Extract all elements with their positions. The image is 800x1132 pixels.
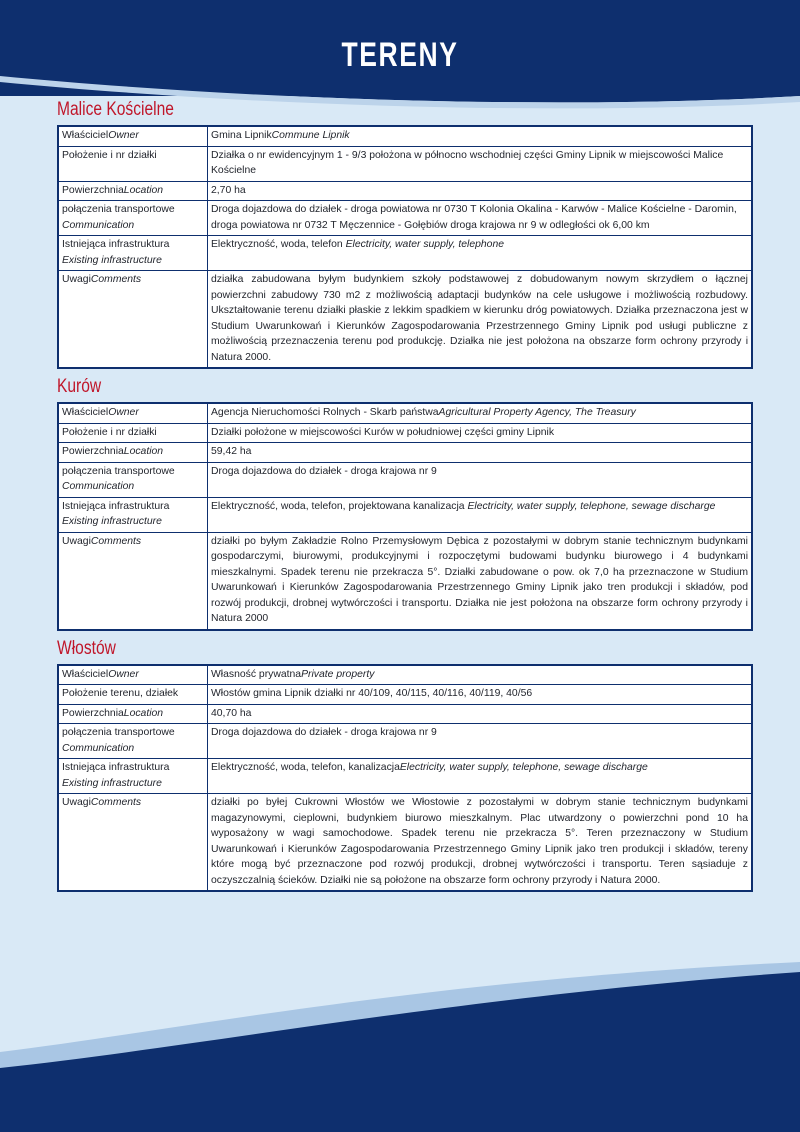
property-table <box>57 402 753 631</box>
table-row <box>58 201 752 236</box>
table-row <box>58 271 752 369</box>
table-row <box>58 704 752 724</box>
row-label: połączenia transportowe Communication <box>58 462 208 497</box>
row-label: PowierzchniaLocation <box>58 704 208 724</box>
table-row <box>58 794 752 892</box>
row-value: Działki położone w miejscowości Kurów w południowej części gminy Lipnik <box>208 423 753 443</box>
row-label: Istniejąca infrastruktura Existing infrastructure <box>58 236 208 271</box>
table-row <box>58 443 752 463</box>
row-label: połączenia transportowe Communication <box>58 201 208 236</box>
row-value: 2,70 ha <box>208 181 753 201</box>
section-title: Malice Kościelne <box>57 99 174 120</box>
row-label: PowierzchniaLocation <box>58 443 208 463</box>
table-row <box>58 532 752 630</box>
row-label: Położenie i nr działki <box>58 146 208 181</box>
footer-wave <box>0 960 800 1132</box>
row-value: Działka o nr ewidencyjnym 1 - 9/3 położona w północno wschodniej części Gminy Lipnik w miejscowości Malice Kościelne <box>208 146 753 181</box>
table-row <box>58 423 752 443</box>
row-label: połączenia transportowe Communication <box>58 724 208 759</box>
row-label: UwagiComments <box>58 532 208 630</box>
table-row <box>58 146 752 181</box>
row-value: Droga dojazdowa do działek - droga krajowa nr 9 <box>208 724 753 759</box>
row-label: Położenie terenu, działek <box>58 685 208 705</box>
row-value: Droga dojazdowa do działek - droga powiatowa nr 0730 T Kolonia Okalina - Karwów - Malice Kościelne - Daromin, droga powiatowa nr 0732 T Męczennice - Gołębiów droga krajowa nr 9 w odległości ok 6,00 km <box>208 201 753 236</box>
row-label: WłaścicielOwner <box>58 126 208 146</box>
row-value: Droga dojazdowa do działek - droga krajowa nr 9 <box>208 462 753 497</box>
table-row <box>58 724 752 759</box>
row-value: działka zabudowana byłym budynkiem szkoły podstawowej z dobudowanym nowym skrzydłem o łącznej powierzchni zabudowy 730 m2 z możliwością adaptacji budynków na cele usługowe i możliwością rozbudowy. Ukształtowanie terenu działki płaskie z lekkim spadkiem w kierunku dróg powiatowych. Działka przeznaczona jest w Studium Uwarunkowań i Kierunków Zagospodarowania Przestrzennego Gminy Lipnik pod usługi publiczne z możliwością przeznaczenia terenu pod produkcję. Działka nie jest położona na obszarze form ochrony przyrody i Natura 2000. <box>208 271 753 369</box>
row-label: WłaścicielOwner <box>58 403 208 423</box>
table-row <box>58 236 752 271</box>
row-label: Istniejąca infrastruktura Existing infrastructure <box>58 497 208 532</box>
row-value: 59,42 ha <box>208 443 753 463</box>
section-malice-koscielne <box>57 98 753 369</box>
row-value: Elektryczność, woda, telefon, kanalizacjaElectricity, water supply, telephone, sewage discharge <box>208 759 753 794</box>
table-row <box>58 497 752 532</box>
row-label: PowierzchniaLocation <box>58 181 208 201</box>
row-value: Gmina LipnikCommune Lipnik <box>208 126 753 146</box>
property-table <box>57 664 753 893</box>
table-row <box>58 181 752 201</box>
row-value: działki po byłej Cukrowni Włostów we Włostowie z pozostałymi w dobrym stanie technicznym budynkami magazynowymi, cieplowni, budynkiem biurowo mieszkalnym. Plac utwardzony o powierzchni pond 10 ha wyposażony w wagi samochodowe. Spadek terenu nie przekracza 5°. Teren przeznaczony w Studium Uwarunkowań i Kierunków Zagospodarowania Przestrzennego Gminy Lipnik jako tren produkcji i składów, tereny które mogą być przeznaczone pod rozwój produkcji, drobnej wytwórczości i transportu. Teren sąsiaduje z oczyszczalnią ścieków. Działki nie są położone na obszarze form ochrony przyrody i Natura 2000. <box>208 794 753 892</box>
row-value: działki po byłym Zakładzie Rolno Przemysłowym Dębica z pozostałymi w dobrym stanie technicznym budynkami gospodarczymi, biurowymi, produkcyjnymi i rozpoczętymi budowami budynku biurowego i 4 budynkami mieszkalnymi. Spadek terenu nie przekracza 5°. Działki zabudowane o pow. ok 7,0 ha przeznaczone w Studium Uwarunkowań i Kierunków Zagospodarowania Przestrzennego Gminy Lipnik jako tren produkcji i składów, pod rozwój produkcji, drobnej wytwórczości i transportu. Działka nie jest położona na obszarze form ochrony przyrody i Natura 2000 <box>208 532 753 630</box>
section-title: Włostów <box>57 637 116 659</box>
section-kurow <box>57 375 753 631</box>
content <box>57 98 753 898</box>
row-value: Własność prywatnaPrivate property <box>208 665 753 685</box>
property-table <box>57 125 753 369</box>
table-row <box>58 462 752 497</box>
section-title: Kurów <box>57 376 102 397</box>
row-value: Elektryczność, woda, telefon, projektowana kanalizacja Electricity, water supply, telephone, sewage discharge <box>208 497 753 532</box>
row-value: 40,70 ha <box>208 704 753 724</box>
row-label: Istniejąca infrastruktura Existing infrastructure <box>58 759 208 794</box>
row-label: UwagiComments <box>58 794 208 892</box>
row-label: WłaścicielOwner <box>58 665 208 685</box>
row-label: Położenie i nr działki <box>58 423 208 443</box>
row-value: Elektryczność, woda, telefon Electricity, water supply, telephone <box>208 236 753 271</box>
table-row <box>58 759 752 794</box>
row-value: Agencja Nieruchomości Rolnych - Skarb państwaAgricultural Property Agency, The Treasury <box>208 403 753 423</box>
table-row <box>58 685 752 705</box>
row-label: UwagiComments <box>58 271 208 369</box>
row-value: Włostów gmina Lipnik działki nr 40/109, 40/115, 40/116, 40/119, 40/56 <box>208 685 753 705</box>
page-title: TERENY <box>341 36 459 74</box>
table-row <box>58 403 752 423</box>
table-row <box>58 126 752 146</box>
table-row <box>58 665 752 685</box>
section-wlostow <box>57 637 753 893</box>
